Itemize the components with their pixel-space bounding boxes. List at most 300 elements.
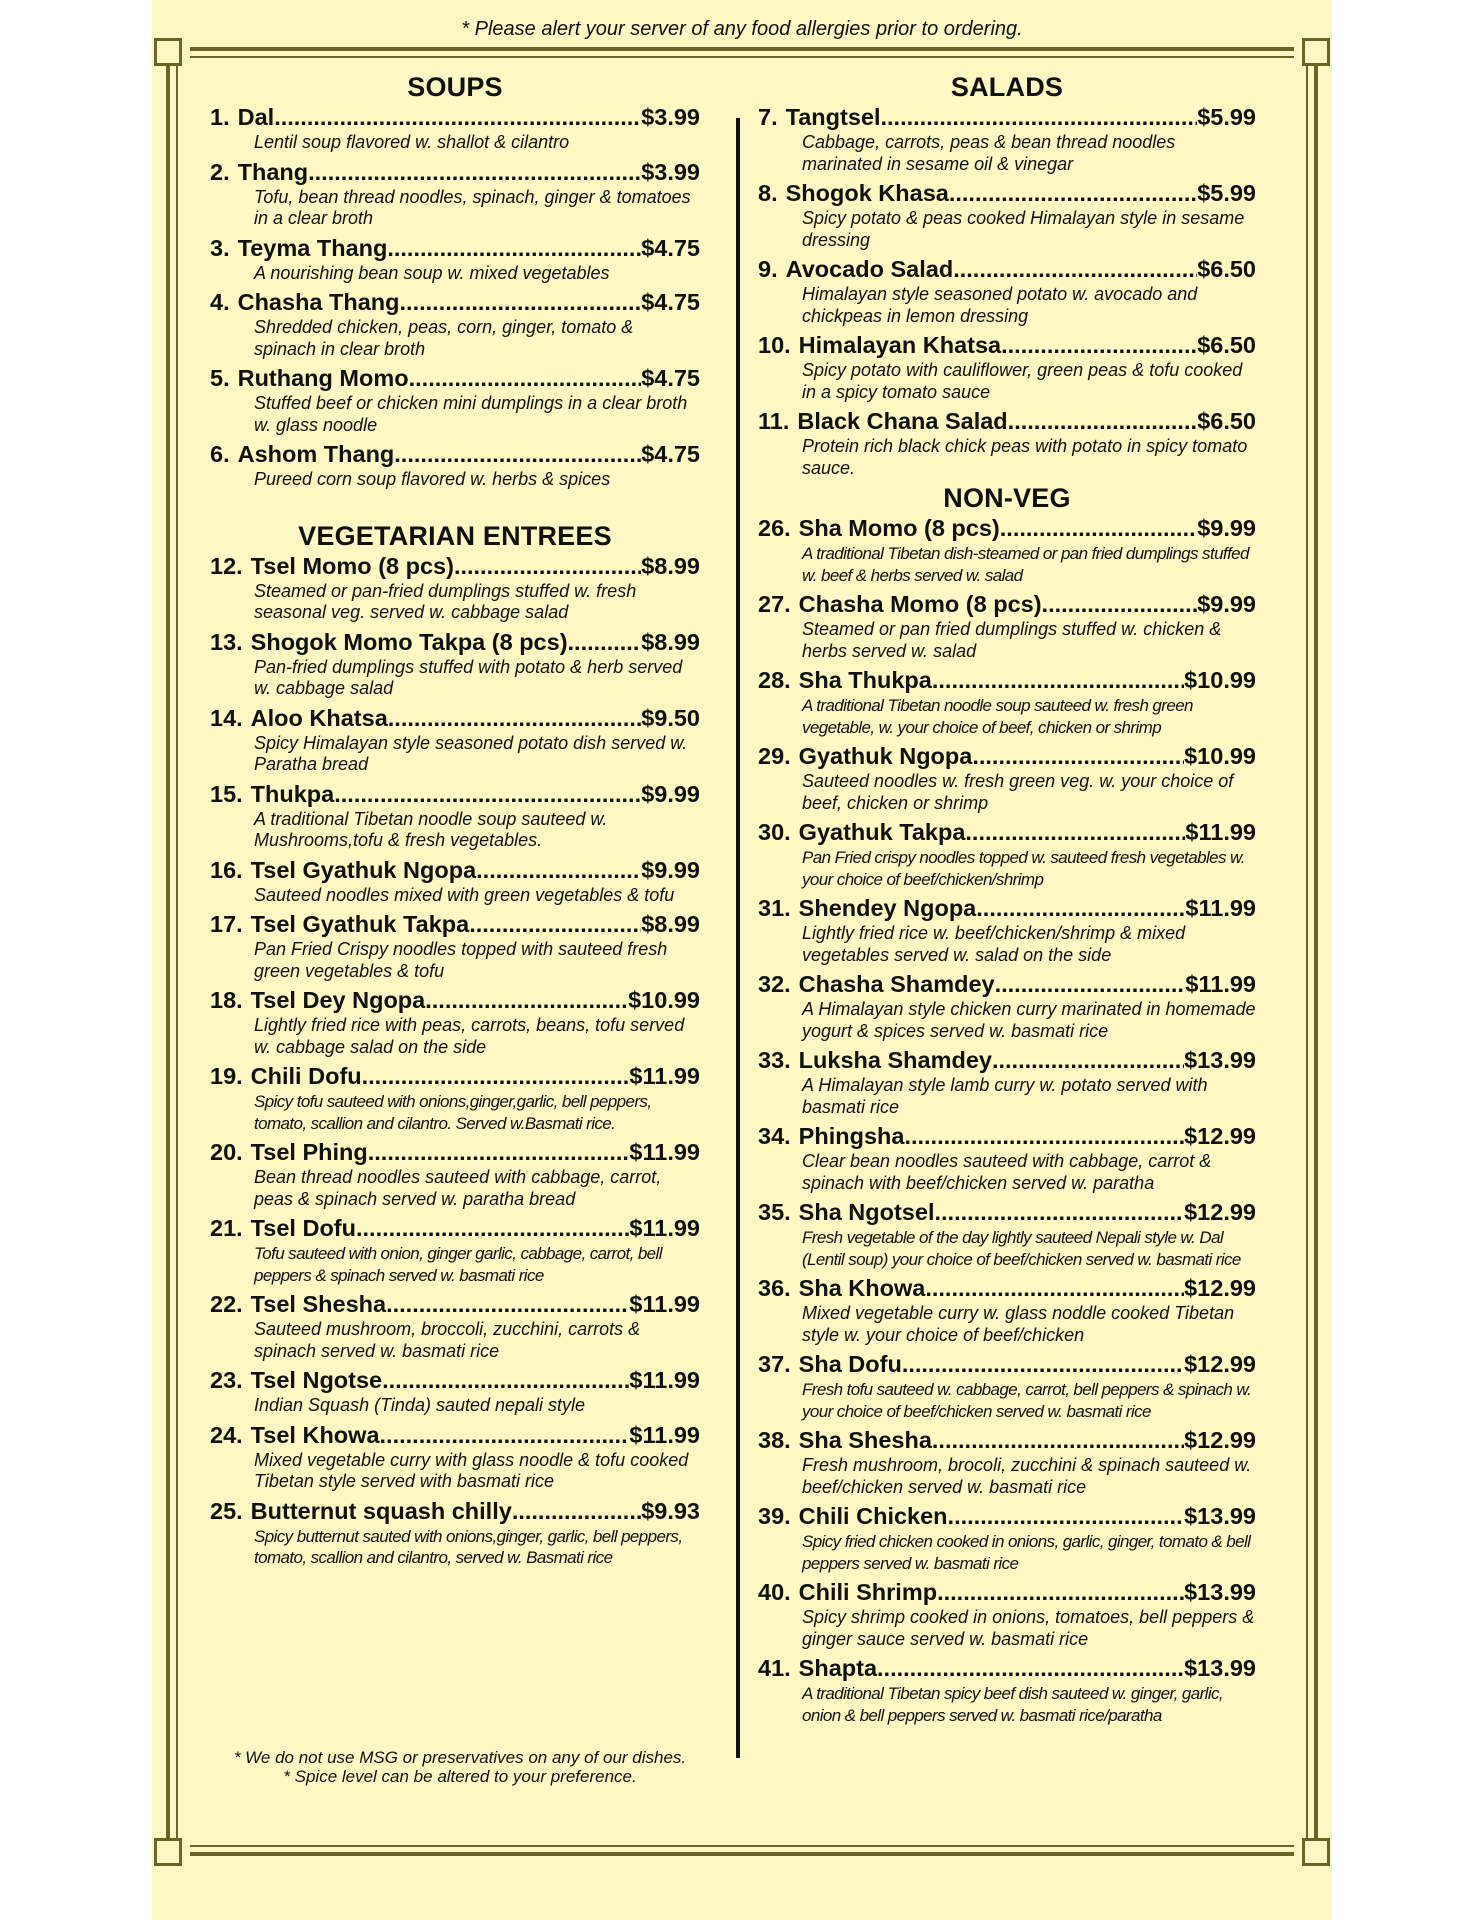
menu-item-header: [210, 704, 700, 732]
menu-item: [210, 910, 700, 982]
item-description: Tofu, bean thread noodles, spinach, ginger & tomatoes in a clear broth: [254, 186, 691, 228]
item-name: Himalayan Khatsa: [798, 332, 1002, 358]
item-description: Sauteed noodles w. fresh green veg. w. your choice of beef, chicken or shrimp: [802, 771, 1234, 813]
item-price: $11.99: [629, 1291, 700, 1317]
frame-top-inner: [190, 56, 1294, 58]
item-name: Thang: [237, 158, 309, 185]
dot-leader: [949, 179, 1197, 207]
item-name: Shogok Khasa: [785, 180, 949, 206]
frame-right-outer: [1314, 62, 1318, 1844]
item-description: Lentil soup flavored w. shallot & cilantro: [254, 132, 570, 152]
dot-leader: [362, 1062, 630, 1090]
item-price: $4.75: [641, 234, 700, 261]
dot-leader: [382, 1366, 629, 1394]
item-number: 26.: [758, 515, 791, 541]
menu-item: [758, 1350, 1256, 1422]
item-price: $13.99: [1184, 1655, 1256, 1681]
menu-item: [758, 818, 1256, 890]
item-description: Sauteed mushroom, broccoli, zucchini, carrots & spinach served w. basmati rice: [254, 1319, 641, 1361]
item-number: 41.: [758, 1655, 791, 1681]
right-column: [758, 72, 1256, 1730]
dot-leader: [356, 1214, 629, 1242]
dot-leader: [425, 986, 628, 1014]
item-name: Dal: [237, 104, 275, 130]
menu-item: [210, 288, 700, 360]
item-number: 20.: [210, 1139, 243, 1165]
menu-section-vegetarian-entrees: [210, 521, 700, 1569]
menu-item-header: [210, 910, 700, 938]
item-description: A traditional Tibetan noodle soup sauteed w. Mushrooms,tofu & fresh vegetables.: [254, 808, 608, 850]
item-number: 35.: [758, 1199, 791, 1225]
menu-item-header: [210, 1214, 700, 1242]
dot-leader: [476, 856, 641, 884]
menu-item: [758, 970, 1256, 1042]
item-name: Chasha Thang: [237, 289, 400, 315]
item-name: Tsel Khowa: [250, 1421, 380, 1448]
dot-leader: [334, 780, 641, 808]
item-description: A traditional Tibetan dish-steamed or pan fried dumplings stuffed w. beef & herbs served w. salad: [802, 544, 1249, 585]
item-price: $9.99: [641, 856, 700, 883]
dot-leader: [992, 1046, 1184, 1074]
menu-item-header: [210, 552, 700, 580]
frame-corner-top-right: [1302, 38, 1330, 66]
menu-section-salads: [758, 72, 1256, 479]
item-name: Tsel Shesha: [250, 1291, 387, 1317]
item-price: $12.99: [1184, 1351, 1256, 1377]
item-price: $13.99: [1184, 1503, 1256, 1529]
menu-item-header: [758, 590, 1256, 618]
item-number: 21.: [210, 1215, 243, 1241]
item-number: 31.: [758, 895, 791, 921]
dot-leader: [394, 440, 641, 468]
item-description: Bean thread noodles sauteed with cabbage, carrot, peas & spinach served w. paratha bread: [254, 1167, 662, 1209]
menu-item-header: [758, 407, 1256, 435]
menu-item: [758, 331, 1256, 403]
item-number: 8.: [758, 180, 778, 206]
item-description: A traditional Tibetan spicy beef dish sauteed w. ginger, garlic, onion & bell peppers served w. basmati rice/paratha: [802, 1684, 1224, 1725]
item-price: $3.99: [641, 158, 700, 185]
item-description: Spicy Himalayan style seasoned potato dish served w. Paratha bread: [254, 732, 688, 774]
item-description: Mixed vegetable curry w. glass noddle cooked Tibetan style w. your choice of beef/chicken: [802, 1303, 1235, 1345]
item-name: Phingsha: [798, 1123, 905, 1149]
item-description: Pan-fried dumplings stuffed with potato & herb served w. cabbage salad: [254, 656, 683, 698]
menu-item-header: [758, 1654, 1256, 1682]
item-description: Sauteed noodles mixed with green vegetables & tofu: [254, 884, 675, 905]
menu-item-header: [758, 1122, 1256, 1150]
dot-leader: [881, 103, 1198, 131]
footnote-msg: * We do not use MSG or preservatives on any of our dishes.: [233, 1748, 687, 1767]
item-name: Thukpa: [250, 780, 335, 807]
menu-item: [210, 103, 700, 154]
menu-item: [210, 1214, 700, 1286]
item-number: 4.: [210, 289, 230, 315]
dot-leader: [934, 1198, 1184, 1226]
item-price: $13.99: [1184, 1579, 1256, 1605]
menu-item-header: [758, 1046, 1256, 1074]
item-number: 14.: [210, 704, 243, 731]
item-name: Chili Dofu: [250, 1063, 362, 1089]
item-description: Steamed or pan-fried dumplings stuffed w. fresh seasonal veg. served w. cabbage salad: [254, 580, 637, 622]
dot-leader: [965, 818, 1185, 846]
item-price: $8.99: [641, 552, 700, 579]
item-price: $12.99: [1184, 1427, 1256, 1453]
dot-leader: [454, 552, 641, 580]
dot-leader: [1008, 407, 1198, 435]
item-price: $6.50: [1197, 256, 1256, 282]
item-name: Avocado Salad: [785, 256, 954, 282]
item-name: Sha Momo (8 pcs): [798, 515, 1000, 541]
item-number: 22.: [210, 1291, 243, 1317]
item-number: 17.: [210, 911, 243, 937]
menu-item-header: [758, 666, 1256, 694]
menu-item: [210, 1497, 700, 1569]
item-price: $13.99: [1184, 1047, 1256, 1073]
item-number: 34.: [758, 1123, 791, 1149]
item-name: Gyathuk Ngopa: [798, 743, 973, 769]
dot-leader: [388, 704, 641, 732]
menu-item-header: [758, 1198, 1256, 1226]
menu-item-header: [758, 1502, 1256, 1530]
menu-item: [210, 628, 700, 700]
menu-item: [210, 552, 700, 624]
menu-item-header: [758, 514, 1256, 542]
menu-item-header: [210, 628, 700, 656]
item-description: Indian Squash (Tinda) sauted nepali style: [254, 1395, 586, 1415]
item-name: Chasha Shamdey: [798, 971, 995, 997]
item-price: $11.99: [629, 1421, 700, 1448]
section-title: SOUPS: [407, 72, 503, 102]
menu-item-header: [210, 986, 700, 1014]
item-name: Tsel Dey Ngopa: [250, 987, 426, 1013]
menu-item: [210, 1366, 700, 1417]
menu-item: [758, 590, 1256, 662]
item-description: A traditional Tibetan noodle soup sauteed w. fresh green vegetable, w. your choice of beef, chicken or shrimp: [802, 696, 1193, 737]
menu-item: [758, 1426, 1256, 1498]
item-number: 24.: [210, 1421, 243, 1448]
menu-item: [210, 440, 700, 491]
menu-item: [210, 364, 700, 436]
dot-leader: [469, 910, 641, 938]
footnotes: [210, 1748, 710, 1786]
menu-item: [210, 1421, 700, 1493]
item-name: Tangtsel: [785, 104, 881, 130]
item-price: $6.50: [1197, 408, 1256, 434]
item-name: Black Chana Salad: [797, 408, 1008, 434]
menu-item: [210, 234, 700, 285]
menu-item-header: [210, 288, 700, 316]
item-description: Spicy potato with cauliflower, green peas & tofu cooked in a spicy tomato sauce: [802, 360, 1243, 402]
column-divider: [736, 118, 740, 1758]
dot-leader: [368, 1138, 630, 1166]
item-number: 25.: [210, 1497, 243, 1524]
menu-item: [758, 1122, 1256, 1194]
item-description: Stuffed beef or chicken mini dumplings in a clear broth w. glass noodle: [254, 393, 688, 435]
item-name: Sha Dofu: [798, 1351, 902, 1377]
dot-leader: [386, 1290, 629, 1318]
left-column: [210, 72, 700, 1573]
item-number: 19.: [210, 1063, 243, 1089]
item-description: Fresh tofu sauteed w. cabbage, carrot, bell peppers & spinach w. your choice of beef/chicken served w. basmati rice: [802, 1380, 1252, 1421]
item-description: A Himalayan style lamb curry w. potato served with basmati rice: [802, 1075, 1208, 1117]
menu-section-soups: [210, 72, 700, 491]
item-name: Ashom Thang: [237, 441, 395, 467]
item-price: $4.75: [641, 289, 700, 315]
menu-item: [758, 1274, 1256, 1346]
dot-leader: [387, 234, 641, 262]
item-number: 33.: [758, 1047, 791, 1073]
item-description: Spicy tofu sauteed with onions,ginger,garlic, bell peppers, tomato, scallion and cilantro. Served w.Basmati rice.: [254, 1092, 652, 1133]
item-name: Shapta: [798, 1655, 878, 1681]
menu-item-header: [758, 894, 1256, 922]
item-description: Pureed corn soup flavored w. herbs & spices: [254, 469, 611, 489]
frame-right-inner: [1306, 62, 1308, 1844]
menu-item-header: [758, 103, 1256, 131]
item-price: $11.99: [629, 1063, 700, 1089]
menu-item: [758, 1578, 1256, 1650]
menu-section-non-veg: [758, 483, 1256, 1726]
dot-leader: [380, 1421, 630, 1449]
item-price: $9.99: [1197, 591, 1256, 617]
item-price: $12.99: [1184, 1199, 1256, 1225]
dot-leader: [937, 1578, 1184, 1606]
dot-leader: [976, 894, 1185, 922]
item-price: $4.75: [641, 441, 700, 467]
menu-item: [210, 1138, 700, 1210]
item-price: $8.99: [641, 628, 700, 655]
dot-leader: [972, 742, 1184, 770]
item-name: Shogok Momo Takpa (8 pcs): [250, 628, 568, 655]
item-number: 2.: [210, 158, 230, 185]
dot-leader: [512, 1497, 641, 1525]
menu-item-header: [210, 1290, 700, 1318]
item-name: Gyathuk Takpa: [798, 819, 966, 845]
footnote-spice: * Spice level can be altered to your preference.: [283, 1767, 637, 1786]
item-description: A nourishing bean soup w. mixed vegetables: [254, 262, 610, 283]
frame-bottom-outer: [190, 1852, 1294, 1856]
menu-item-header: [210, 440, 700, 468]
item-description: A Himalayan style chicken curry marinated in homemade yogurt & spices served w. basmati rice: [802, 999, 1256, 1041]
item-number: 40.: [758, 1579, 791, 1605]
menu-item-header: [210, 1138, 700, 1166]
item-number: 30.: [758, 819, 791, 845]
dot-leader: [877, 1654, 1184, 1682]
item-price: $11.99: [629, 1215, 700, 1241]
item-name: Tsel Gyathuk Ngopa: [250, 856, 477, 883]
item-description: Lightly fried rice w. beef/chicken/shrimp & mixed vegetables served w. salad on the side: [802, 923, 1186, 965]
item-number: 27.: [758, 591, 791, 617]
item-description: Tofu sauteed with onion, ginger garlic, cabbage, carrot, bell peppers & spinach served w. basmati rice: [254, 1244, 662, 1285]
item-number: 32.: [758, 971, 791, 997]
item-price: $12.99: [1184, 1123, 1256, 1149]
item-name: Sha Thukpa: [798, 667, 932, 693]
item-number: 23.: [210, 1367, 243, 1393]
menu-item-header: [210, 1497, 700, 1525]
menu-item: [758, 103, 1256, 175]
item-price: $9.99: [1197, 515, 1256, 541]
dot-leader: [1001, 331, 1197, 359]
item-price: $5.99: [1197, 180, 1256, 206]
menu-item-header: [758, 255, 1256, 283]
item-number: 5.: [210, 365, 230, 391]
menu-item: [210, 704, 700, 776]
menu-item: [210, 1290, 700, 1362]
dot-leader: [568, 628, 642, 656]
item-price: $11.99: [1185, 819, 1256, 845]
item-number: 39.: [758, 1503, 791, 1529]
section-title: VEGETARIAN ENTREES: [298, 520, 612, 551]
dot-leader: [400, 288, 642, 316]
item-description: Mixed vegetable curry with glass noodle & tofu cooked Tibetan style served with basmati rice: [254, 1449, 689, 1491]
item-price: $6.50: [1197, 332, 1256, 358]
item-number: 6.: [210, 441, 230, 467]
frame-corner-bottom-left: [154, 1838, 182, 1866]
item-number: 15.: [210, 780, 243, 807]
menu-item: [758, 1502, 1256, 1574]
item-name: Butternut squash chilly: [250, 1497, 512, 1524]
item-price: $8.99: [641, 911, 700, 937]
menu-item: [758, 666, 1256, 738]
item-price: $11.99: [629, 1139, 700, 1165]
menu-item-header: [758, 742, 1256, 770]
dot-leader: [902, 1350, 1184, 1378]
menu-item: [758, 407, 1256, 479]
menu-item: [758, 1046, 1256, 1118]
item-price: $11.99: [629, 1367, 700, 1393]
menu-item-header: [758, 1350, 1256, 1378]
menu-item-header: [210, 158, 700, 186]
frame-corner-top-left: [154, 38, 182, 66]
frame-left-outer: [166, 62, 170, 1844]
item-price: $10.99: [1184, 743, 1256, 769]
dot-leader: [925, 1274, 1184, 1302]
item-number: 3.: [210, 234, 230, 261]
item-description: Clear bean noodles sauteed with cabbage, carrot & spinach with beef/chicken served w. paratha: [802, 1151, 1212, 1193]
item-number: 36.: [758, 1275, 791, 1301]
item-description: Cabbage, carrots, peas & bean thread noodles marinated in sesame oil & vinegar: [802, 132, 1176, 174]
item-description: Lightly fried rice with peas, carrots, beans, tofu served w. cabbage salad on the side: [254, 1015, 685, 1057]
dot-leader: [308, 158, 641, 186]
item-description: Fresh mushroom, brocoli, zucchini & spinach sauteed w. beef/chicken served w. basmati rice: [802, 1455, 1252, 1497]
menu-item: [758, 179, 1256, 251]
menu-item-header: [210, 103, 700, 131]
dot-leader: [995, 970, 1186, 998]
item-name: Tsel Momo (8 pcs): [250, 552, 454, 579]
dot-leader: [948, 1502, 1185, 1530]
item-number: 7.: [758, 104, 778, 130]
section-title: NON-VEG: [943, 483, 1071, 513]
item-number: 1.: [210, 104, 230, 130]
frame-bottom-inner: [190, 1845, 1294, 1847]
menu-item-header: [210, 1366, 700, 1394]
menu-item-header: [210, 1062, 700, 1090]
item-description: Spicy butternut sauted with onions,ginger, garlic, bell peppers, tomato, scallion and cilantro, served w. Basmati rice: [254, 1526, 683, 1567]
menu-item: [210, 158, 700, 230]
menu-item-header: [210, 364, 700, 392]
dot-leader: [274, 103, 641, 131]
item-description: Pan Fried Crispy noodles topped with sauteed fresh green vegetables & tofu: [254, 939, 668, 981]
menu-item: [210, 780, 700, 852]
item-price: $9.50: [641, 704, 700, 731]
menu-item: [210, 856, 700, 907]
item-number: 38.: [758, 1427, 791, 1453]
item-name: Luksha Shamdey: [798, 1047, 992, 1073]
item-name: Teyma Thang: [237, 234, 388, 261]
item-name: Tsel Ngotse: [250, 1367, 383, 1393]
menu-item: [210, 1062, 700, 1134]
frame-top-outer: [190, 47, 1294, 51]
item-name: Chasha Momo (8 pcs): [798, 591, 1042, 617]
section-title: SALADS: [950, 72, 1064, 102]
item-name: Sha Ngotsel: [798, 1199, 935, 1225]
menu-item: [758, 894, 1256, 966]
item-name: Tsel Dofu: [250, 1215, 356, 1241]
item-description: Steamed or pan fried dumplings stuffed w. chicken & herbs served w. salad: [802, 619, 1222, 661]
item-description: Protein rich black chick peas with potato in spicy tomato sauce.: [802, 436, 1248, 478]
item-number: 28.: [758, 667, 791, 693]
menu-item-header: [758, 1426, 1256, 1454]
menu-item-header: [758, 1274, 1256, 1302]
item-price: $11.99: [1185, 895, 1256, 921]
item-number: 13.: [210, 628, 243, 655]
frame-left-inner: [176, 62, 178, 1844]
item-name: Aloo Khatsa: [250, 704, 388, 731]
item-description: Himalayan style seasoned potato w. avocado and chickpeas in lemon dressing: [802, 284, 1198, 326]
item-number: 29.: [758, 743, 791, 769]
item-number: 18.: [210, 987, 243, 1013]
menu-item: [758, 1654, 1256, 1726]
dot-leader: [409, 364, 642, 392]
item-name: Chili Shrimp: [798, 1579, 938, 1605]
item-price: $11.99: [1185, 971, 1256, 997]
item-price: $10.99: [1184, 667, 1256, 693]
menu-item-header: [210, 780, 700, 808]
item-name: Ruthang Momo: [237, 365, 409, 391]
item-number: 9.: [758, 256, 778, 282]
item-number: 16.: [210, 856, 243, 883]
menu-item: [758, 1198, 1256, 1270]
item-name: Tsel Gyathuk Takpa: [250, 911, 470, 937]
item-description: Shredded chicken, peas, corn, ginger, tomato & spinach in clear broth: [254, 317, 634, 359]
item-name: Shendey Ngopa: [798, 895, 977, 921]
dot-leader: [932, 1426, 1184, 1454]
item-name: Chili Chicken: [798, 1503, 948, 1529]
item-number: 37.: [758, 1351, 791, 1377]
menu-page: [152, 0, 1332, 1920]
item-number: 10.: [758, 332, 791, 358]
dot-leader: [1042, 590, 1198, 618]
menu-item-header: [758, 179, 1256, 207]
item-price: $3.99: [641, 104, 700, 130]
item-name: Sha Shesha: [798, 1427, 932, 1453]
item-price: $9.93: [641, 1497, 700, 1524]
item-price: $9.99: [641, 780, 700, 807]
item-name: Tsel Phing: [250, 1139, 368, 1165]
menu-item-header: [758, 1578, 1256, 1606]
item-price: $10.99: [628, 987, 700, 1013]
frame-corner-bottom-right: [1302, 1838, 1330, 1866]
allergy-notice: * Please alert your server of any food allergies prior to ordering.: [461, 18, 1023, 40]
item-description: Fresh vegetable of the day lightly sauteed Nepali style w. Dal (Lentil soup) your choice of beef/chicken served w. basmati rice: [802, 1228, 1241, 1269]
item-price: $5.99: [1197, 104, 1256, 130]
dot-leader: [904, 1122, 1184, 1150]
menu-item-header: [210, 234, 700, 262]
item-description: Spicy fried chicken cooked in onions, garlic, ginger, tomato & bell peppers served w. basmati rice: [802, 1532, 1251, 1573]
menu-item-header: [210, 856, 700, 884]
item-description: Pan Fried crispy noodles topped w. sauteed fresh vegetables w. your choice of beef/chicken/shrimp: [802, 848, 1245, 889]
item-price: $12.99: [1184, 1275, 1256, 1301]
menu-item-header: [210, 1421, 700, 1449]
menu-item-header: [758, 818, 1256, 846]
